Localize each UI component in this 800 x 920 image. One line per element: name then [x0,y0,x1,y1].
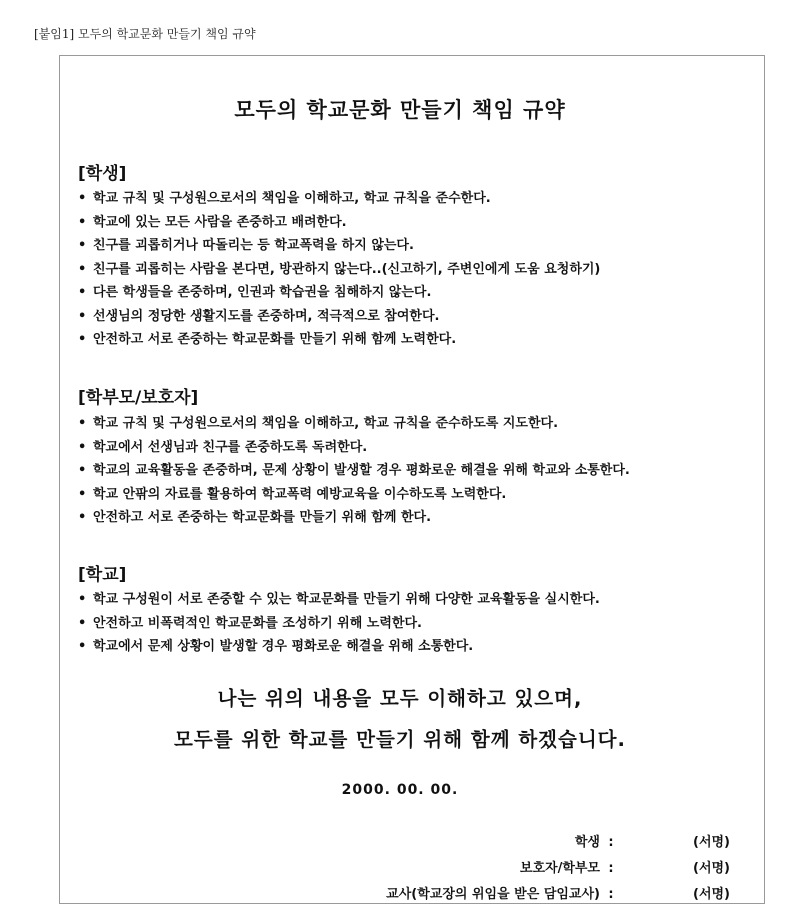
list-item-text: 안전하고 비폭력적인 학교문화를 조성하기 위해 노력한다. [93,615,422,631]
signature-mark: (서명) [693,861,730,876]
list-item-text: 학교 안팎의 자료를 활용하여 학교폭력 예방교육을 이수하도록 노력한다. [93,486,507,502]
bullet: • [78,416,87,431]
section-heading-student: [학생] [78,164,127,184]
bullet: • [78,486,87,502]
list-item-text: 안전하고 서로 존중하는 학교문화를 만들기 위해 함께 노력한다. [93,332,457,347]
bullet: • [78,592,87,607]
section-heading-parent: [학부모/보호자] [78,388,199,408]
signature-mark: (서명) [693,887,730,902]
list-item [78,281,600,305]
bullet: • [78,261,87,277]
list-item [78,412,630,436]
closing-pledge-line-1: 나는 위의 내용을 모두 이해하고 있으며, [217,687,583,710]
bullet: • [78,308,87,324]
list-item [78,187,600,211]
attachment-label: [붙임1] 모두의 학교문화 만들기 책임 규약 [34,27,256,41]
list-item [78,506,630,530]
list-item [78,588,600,612]
list-item [78,234,600,258]
signature-label: 보호자/학부모 [519,861,600,876]
bullet: • [78,463,87,478]
signature-colon: : [608,887,614,902]
bullet: • [78,615,87,631]
list-item-text: 친구를 괴롭히거나 따돌리는 등 학교폭력을 하지 않는다. [93,238,414,253]
document-title: 모두의 학교문화 만들기 책임 규약 [234,98,566,122]
list-item-text: 다른 학생들을 존중하며, 인권과 학습권을 침해하지 않는다. [93,285,432,300]
signature-blank [622,885,690,905]
signature-row-student [575,833,730,853]
list-item-text: 안전하고 서로 존중하는 학교문화를 만들기 위해 함께 한다. [93,510,432,525]
signature-mark: (서명) [693,835,730,850]
list-item [78,305,600,329]
section-heading-school: [학교] [78,565,127,585]
bullet: • [78,439,87,455]
bullet: • [78,639,87,654]
list-item [78,459,630,483]
bullet: • [78,510,87,525]
signature-colon: : [608,861,614,876]
list-item [78,258,600,282]
signature-row-parent [520,859,730,879]
signature-row-teacher [386,885,730,905]
signature-colon: : [608,835,614,850]
list-item [78,635,600,659]
list-item [78,211,600,235]
list-item-text: 학교에서 선생님과 친구를 존중하도록 독려한다. [93,439,368,455]
list-item-text: 학교에 있는 모든 사람을 존중하고 배려한다. [93,214,347,230]
signature-blank [622,833,690,853]
bullet: • [78,238,87,253]
parent-item-list [78,412,630,530]
document-date: 2000. 00. 00. [341,782,459,798]
list-item [78,328,600,352]
list-item-text: 친구를 괴롭히는 사람을 본다면, 방관하지 않는다..(신고하기, 주변인에게 도움 요청하기) [93,261,601,277]
bullet: • [78,332,87,347]
list-item [78,436,630,460]
signature-label: 교사(학교장의 위임을 받은 담임교사) [386,887,600,902]
list-item [78,483,630,507]
list-item-text: 학교 규칙 및 구성원으로서의 책임을 이해하고, 학교 규칙을 준수하도록 지도한다. [93,416,559,431]
bullet: • [78,191,87,206]
signature-label: 학생 [574,835,600,850]
bullet: • [78,214,87,230]
list-item [78,612,600,636]
list-item-text: 학교 규칙 및 구성원으로서의 책임을 이해하고, 학교 규칙을 준수한다. [93,191,491,206]
list-item-text: 학교에서 문제 상황이 발생할 경우 평화로운 해결을 위해 소통한다. [93,639,474,654]
bullet: • [78,285,87,300]
signature-blank [622,859,690,879]
list-item-text: 선생님의 정당한 생활지도를 존중하며, 적극적으로 참여한다. [93,308,440,324]
student-item-list [78,187,600,352]
list-item-text: 학교 구성원이 서로 존중할 수 있는 학교문화를 만들기 위해 다양한 교육활동을 실시한다. [93,592,600,607]
closing-pledge-line-2: 모두를 위한 학교를 만들기 위해 함께 하겠습니다. [174,728,626,751]
list-item-text: 학교의 교육활동을 존중하며, 문제 상황이 발생할 경우 평화로운 해결을 위해 학교와 소통한다. [93,463,630,478]
school-item-list [78,588,600,659]
